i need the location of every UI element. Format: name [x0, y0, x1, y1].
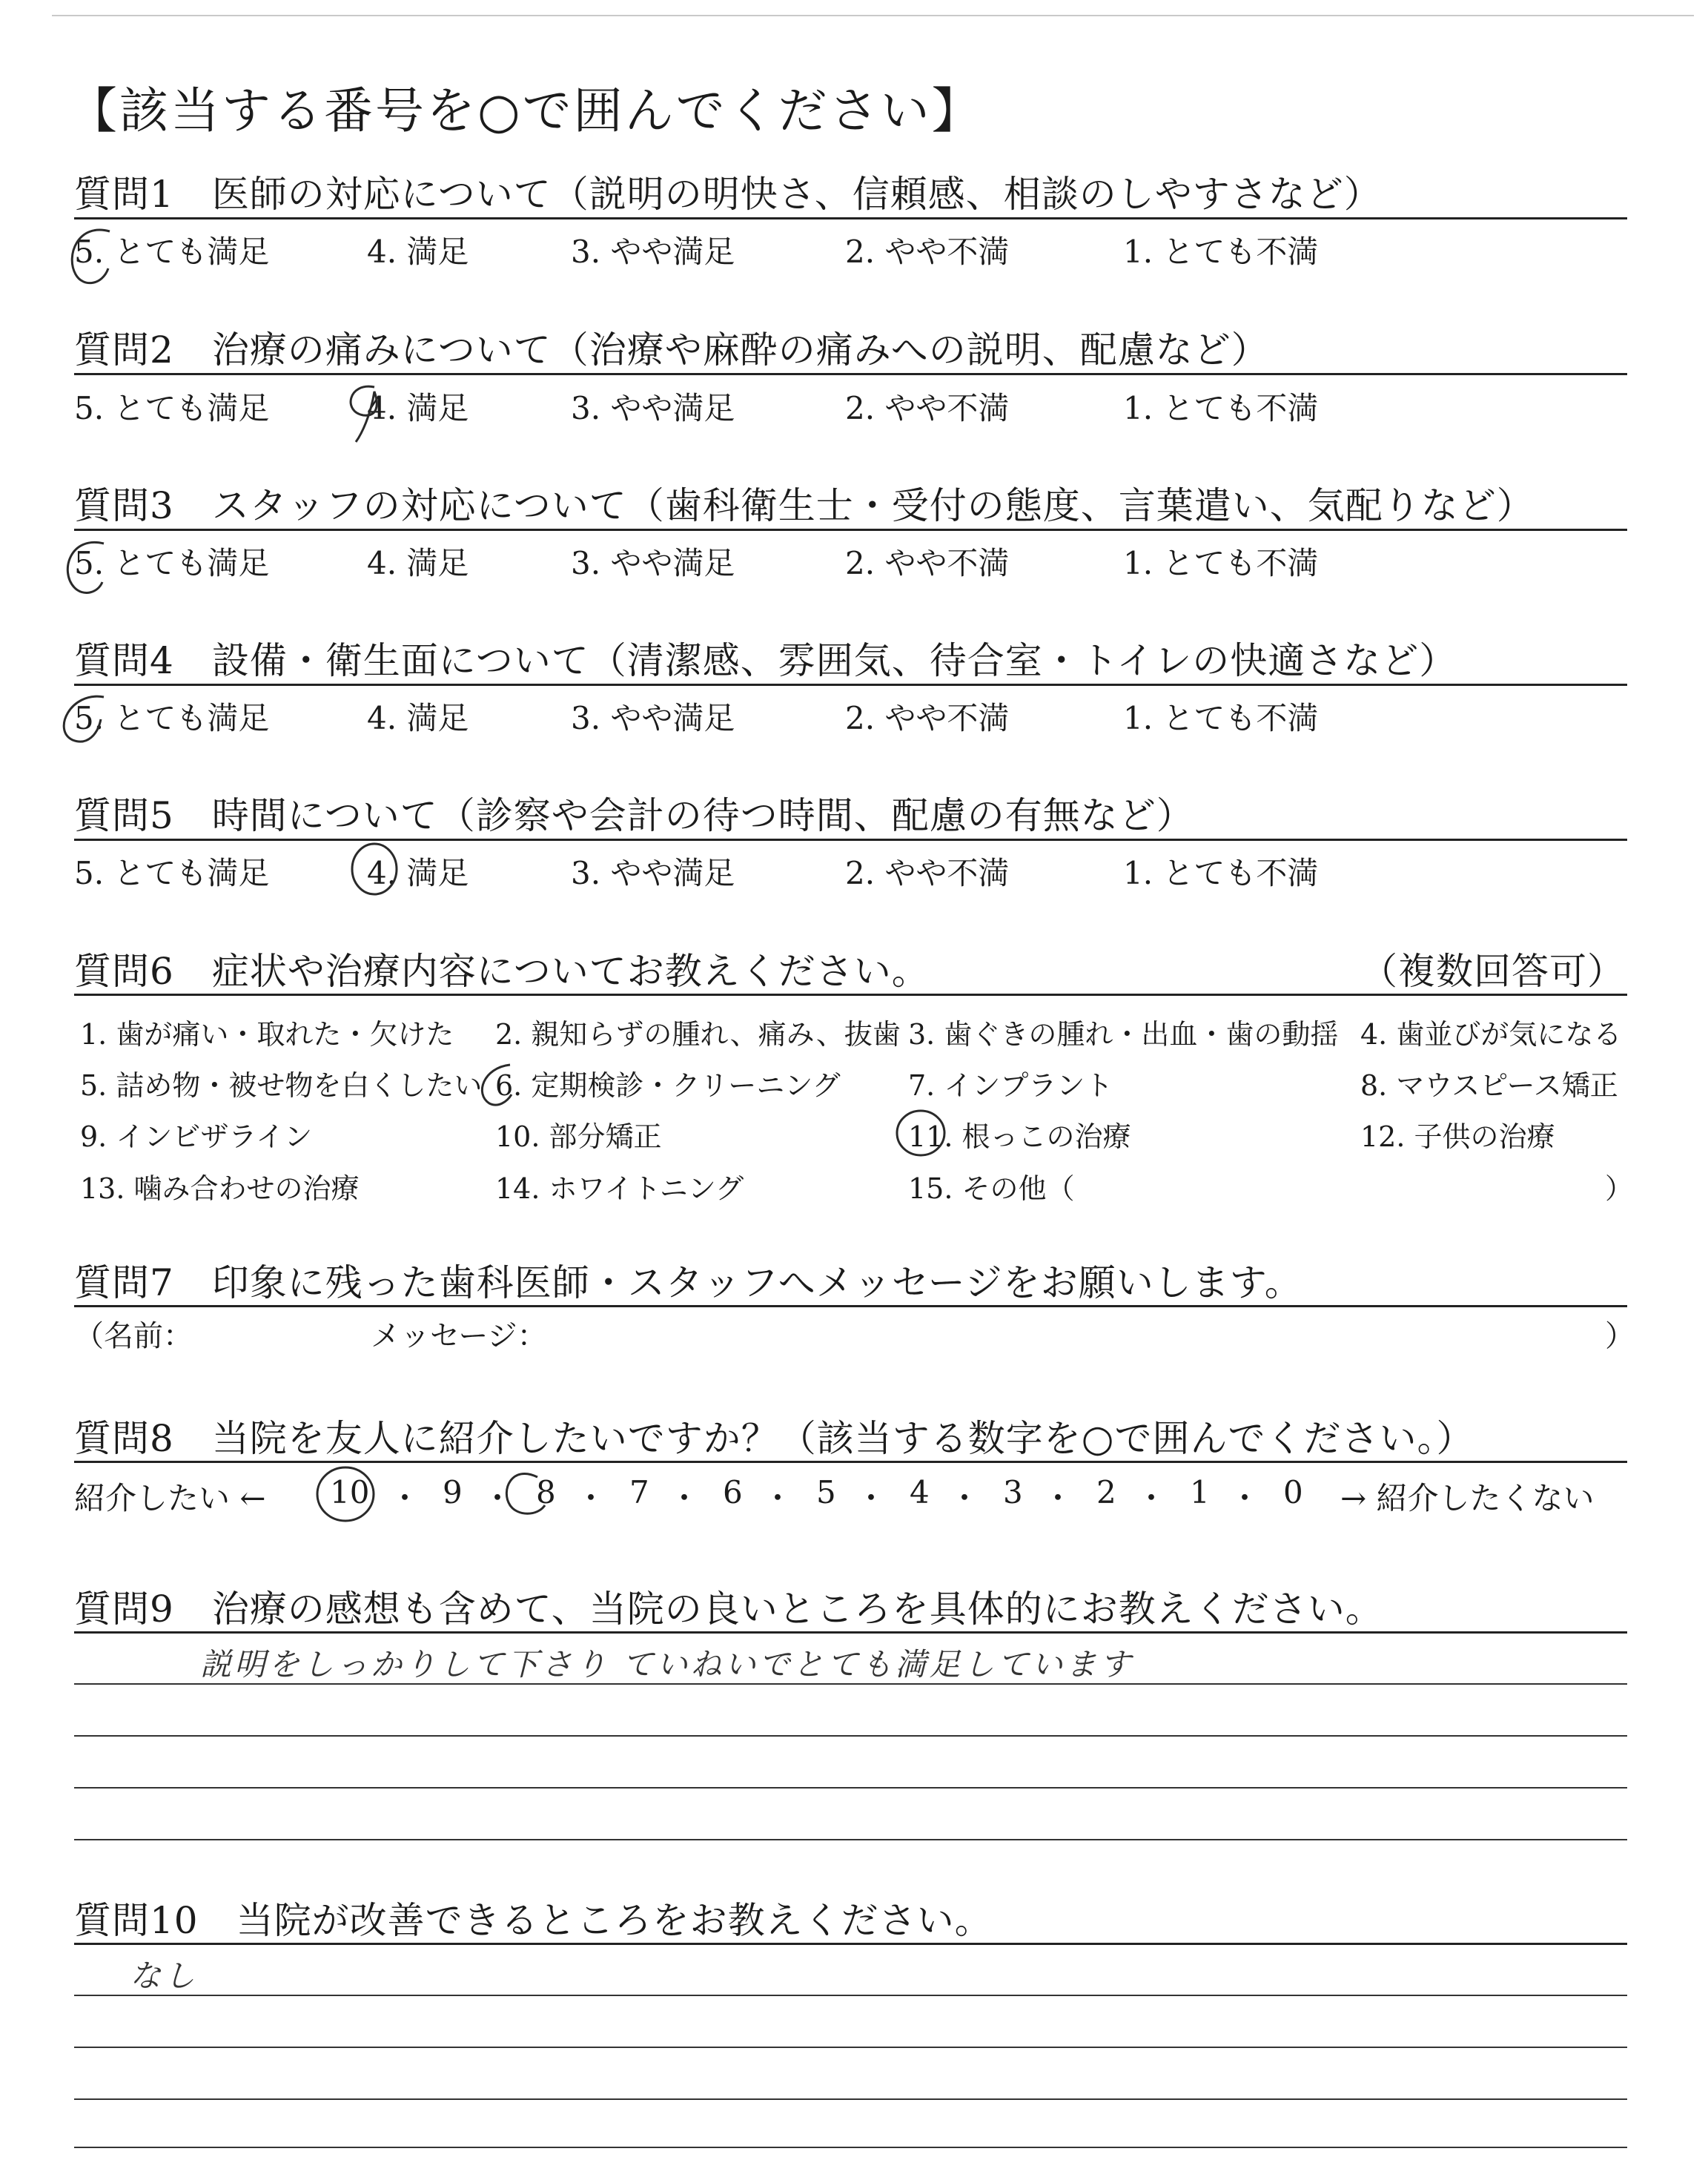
q6-option-12[interactable]: 12. 子供の治療 [1360, 1120, 1555, 1153]
q4-option-3[interactable]: 3. やや満足 [571, 700, 735, 736]
question-2-text: 治療の痛みについて（治療や麻酔の痛みへの説明、配慮など） [211, 328, 1269, 371]
q3-option-2[interactable]: 2. やや不満 [845, 545, 1010, 581]
q10-handwritten-answer: なし [130, 1958, 199, 1994]
q6-option-2[interactable]: 2. 親知らずの腫れ、痛み、抜歯 [495, 1018, 901, 1051]
q6-option-7[interactable]: 7. インプラント [908, 1069, 1113, 1102]
q1-option-5[interactable]: 5. とても満足 [74, 234, 270, 270]
question-4-rule [74, 684, 1627, 686]
question-10-heading [74, 1891, 993, 1944]
question-5-rule [74, 839, 1627, 841]
q8-scale-0[interactable]: 0 [1283, 1474, 1303, 1510]
q8-scale-7[interactable]: 7 [629, 1474, 649, 1510]
question-6-label: 質問6 [74, 950, 174, 993]
question-4-text: 設備・衛生面について（清潔感、雰囲気、待合室・トイレの快適さなど） [211, 639, 1457, 682]
question-6-heading [74, 942, 930, 995]
question-6-rule [74, 994, 1627, 996]
q3-option-1[interactable]: 1. とても不満 [1123, 545, 1319, 581]
q6-option-3[interactable]: 3. 歯ぐきの腫れ・出血・歯の動揺 [908, 1018, 1339, 1051]
question-2-label: 質問2 [74, 328, 174, 371]
q8-scale-5[interactable]: 5 [816, 1474, 836, 1510]
question-7-rule [74, 1305, 1627, 1307]
q9-handwritten-answer: 説明をしっかりして下さり ていねいでとても満足しています [200, 1646, 1134, 1682]
q6-option-5[interactable]: 5. 詰め物・被せ物を白くしたい [80, 1069, 483, 1102]
q8-scale-dot: ・ [1229, 1480, 1261, 1516]
q3-option-4[interactable]: 4. 満足 [367, 545, 469, 581]
question-4-heading [74, 631, 1457, 684]
question-5-label: 質問5 [74, 794, 174, 837]
q2-option-2[interactable]: 2. やや不満 [845, 390, 1010, 426]
question-1-label: 質問1 [74, 173, 174, 216]
q4-option-2[interactable]: 2. やや不満 [845, 700, 1010, 736]
q4-option-5[interactable]: 5. とても満足 [74, 700, 270, 736]
q2-option-4[interactable]: 4. 満足 [367, 390, 469, 426]
page-title: 【該当する番号を○で囲んでください】 [68, 82, 983, 139]
q8-scale-2[interactable]: 2 [1096, 1474, 1116, 1510]
question-10-text: 当院が改善できるところをお教えください。 [236, 1899, 993, 1942]
q5-option-3[interactable]: 3. やや満足 [571, 855, 735, 891]
question-5-text: 時間について（診察や会計の待つ時間、配慮の有無など） [211, 794, 1194, 837]
q8-scale-dot: ・ [669, 1480, 701, 1516]
q8-scale-dot: ・ [575, 1480, 607, 1516]
q8-scale-dot: ・ [389, 1480, 421, 1516]
q8-scale-4[interactable]: 4 [910, 1474, 930, 1510]
q6-option-6[interactable]: 6. 定期検診・クリーニング [495, 1069, 841, 1102]
q8-scale-6[interactable]: 6 [723, 1474, 743, 1510]
q10-writing-line [74, 1995, 1627, 1996]
question-10-rule [74, 1943, 1627, 1945]
q8-scale-3[interactable]: 3 [1003, 1474, 1023, 1510]
q5-option-1[interactable]: 1. とても不満 [1123, 855, 1319, 891]
q4-option-1[interactable]: 1. とても不満 [1123, 700, 1319, 736]
top-border [52, 15, 1694, 16]
q7-name-label: （名前： [74, 1319, 193, 1353]
q8-scale-dot: ・ [1042, 1480, 1074, 1516]
q1-option-4[interactable]: 4. 満足 [367, 234, 469, 270]
q6-option-4[interactable]: 4. 歯並びが気になる [1360, 1018, 1622, 1051]
q6-other-close-paren: ） [1605, 1172, 1634, 1205]
q1-option-2[interactable]: 2. やや不満 [845, 234, 1010, 270]
q8-left-label: 紹介したい ← [74, 1480, 266, 1516]
q6-option-10[interactable]: 10. 部分矯正 [495, 1120, 662, 1153]
question-9-text: 治療の感想も含めて、当院の良いところを具体的にお教えください。 [211, 1588, 1383, 1631]
q8-scale-dot: ・ [855, 1480, 887, 1516]
question-8-rule [74, 1461, 1627, 1463]
q7-message-label: メッセージ： [371, 1319, 547, 1353]
q6-option-9[interactable]: 9. インビザライン [80, 1120, 313, 1153]
q4-option-4[interactable]: 4. 満足 [367, 700, 469, 736]
question-9-rule [74, 1631, 1627, 1634]
q5-option-5[interactable]: 5. とても満足 [74, 855, 270, 891]
q5-option-4[interactable]: 4. 満足 [367, 855, 469, 891]
q6-option-13[interactable]: 13. 噛み合わせの治療 [80, 1172, 360, 1205]
q7-close-paren: ） [1605, 1319, 1635, 1353]
question-3-label: 質問3 [74, 484, 174, 527]
question-9-label: 質問9 [74, 1588, 174, 1631]
q8-scale-dot: ・ [762, 1480, 794, 1516]
question-7-text: 印象に残った歯科医師・スタッフへメッセージをお願いします。 [211, 1261, 1302, 1304]
question-6-text: 症状や治療内容についてお教えください。 [211, 950, 930, 993]
q5-option-2[interactable]: 2. やや不満 [845, 855, 1010, 891]
question-9-heading [74, 1579, 1383, 1633]
question-3-text: スタッフの対応について（歯科衛生士・受付の態度、言葉遣い、気配りなど） [211, 484, 1535, 527]
question-8-label: 質問8 [74, 1417, 174, 1460]
q9-writing-line [74, 1839, 1627, 1840]
question-3-rule [74, 529, 1627, 531]
question-4-label: 質問4 [74, 639, 174, 682]
q8-scale-1[interactable]: 1 [1190, 1474, 1210, 1510]
q8-scale-dot: ・ [949, 1480, 981, 1516]
q9-writing-line [74, 1787, 1627, 1789]
q2-option-3[interactable]: 3. やや満足 [571, 390, 735, 426]
q3-option-5[interactable]: 5. とても満足 [74, 545, 270, 581]
q2-option-1[interactable]: 1. とても不満 [1123, 390, 1319, 426]
q6-option-15[interactable]: 15. その他（ [908, 1172, 1075, 1205]
q9-writing-line [74, 1683, 1627, 1685]
q3-option-3[interactable]: 3. やや満足 [571, 545, 735, 581]
question-6-note: （複数回答可） [1360, 950, 1625, 993]
q9-writing-line [74, 1735, 1627, 1737]
question-1-text: 医師の対応について（説明の明快さ、信頼感、相談のしやすさなど） [211, 173, 1382, 216]
question-8-text: 当院を友人に紹介したいですか？（該当する数字を○で囲んでください。） [211, 1417, 1474, 1460]
question-2-heading [74, 320, 1269, 374]
q1-option-1[interactable]: 1. とても不満 [1123, 234, 1319, 270]
q6-option-14[interactable]: 14. ホワイトニング [495, 1172, 744, 1205]
q8-scale-8[interactable]: 8 [536, 1474, 556, 1510]
question-7-label: 質問7 [74, 1261, 174, 1304]
question-5-heading [74, 786, 1194, 839]
question-8-heading [74, 1409, 1474, 1462]
question-2-rule [74, 373, 1627, 375]
q8-scale-10[interactable]: 10 [330, 1474, 370, 1510]
q8-scale-9[interactable]: 9 [443, 1474, 463, 1510]
q10-writing-line [74, 2047, 1627, 2048]
q8-right-label: → 紹介したくない [1340, 1480, 1595, 1516]
q10-writing-line [74, 2147, 1627, 2148]
question-3-heading [74, 476, 1535, 529]
question-10-label: 質問10 [74, 1899, 199, 1942]
q2-option-5[interactable]: 5. とても満足 [74, 390, 270, 426]
question-7-heading [74, 1253, 1302, 1307]
q10-writing-line [74, 2098, 1627, 2100]
q6-option-11[interactable]: 11. 根っこの治療 [908, 1120, 1131, 1153]
q1-option-3[interactable]: 3. やや満足 [571, 234, 735, 270]
question-1-rule [74, 217, 1627, 219]
q6-option-8[interactable]: 8. マウスピース矯正 [1360, 1069, 1618, 1102]
q8-scale-dot: ・ [482, 1480, 514, 1516]
question-1-heading [74, 165, 1382, 218]
q6-option-1[interactable]: 1. 歯が痛い・取れた・欠けた [80, 1018, 454, 1051]
q8-scale-dot: ・ [1136, 1480, 1168, 1516]
q8-scale-row [74, 1474, 1627, 1519]
